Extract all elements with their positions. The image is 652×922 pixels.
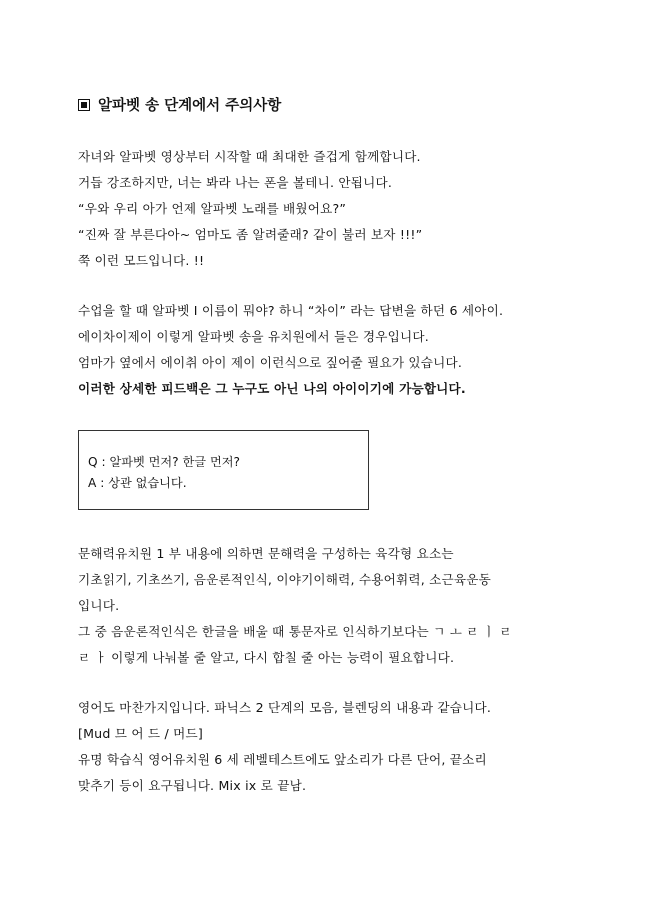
paragraph-line: 기초읽기, 기초쓰기, 음운론적인식, 이야기이해력, 수용어휘력, 소근육운동 bbox=[78, 572, 491, 587]
section-heading bbox=[78, 94, 281, 115]
paragraph-line: 문해력유치원 1 부 내용에 의하면 문해력을 구성하는 육각형 요소는 bbox=[78, 546, 454, 561]
paragraph-line: 에이차이제이 이렇게 알파벳 송을 유치원에서 들은 경우입니다. bbox=[78, 329, 429, 344]
paragraph-line: “우와 우리 아가 언제 알파벳 노래를 배웠어요?” bbox=[78, 201, 347, 216]
paragraph-line: 거듭 강조하지만, 너는 봐라 나는 폰을 볼테니. 안됩니다. bbox=[78, 175, 393, 190]
qa-answer: A : 상관 없습니다. bbox=[88, 476, 187, 490]
paragraph-line: [Mud 므 어 드 / 머드] bbox=[78, 726, 203, 741]
paragraph-line: 유명 학습식 영어유치원 6 세 레벨테스트에도 앞소리가 다른 단어, 끝소리 bbox=[78, 752, 487, 767]
paragraph-line: 수업을 할 때 알파벳 I 이름이 뭐야? 하니 “차이” 라는 답변을 하던 6 세아이. bbox=[78, 303, 504, 318]
paragraph-line: 영어도 마찬가지입니다. 파닉스 2 단계의 모음, 블렌딩의 내용과 같습니다. bbox=[78, 700, 492, 715]
paragraph-line: “진짜 잘 부른다아~ 엄마도 좀 알려줄래? 같이 불러 보자 !!!” bbox=[78, 227, 423, 242]
qa-question: Q : 알파벳 먼저? 한글 먼저? bbox=[88, 455, 240, 469]
paragraph-line: 엄마가 옆에서 에이취 아이 제이 이런식으로 짚어줄 필요가 있습니다. bbox=[78, 355, 463, 370]
qa-box bbox=[78, 430, 369, 510]
square-bullet-icon bbox=[78, 99, 90, 111]
paragraph-line: 입니다. bbox=[78, 598, 120, 613]
paragraph-line: 맞추기 등이 요구됩니다. Mix ix 로 끝남. bbox=[78, 778, 307, 793]
paragraph-line: ㄹ ㅏ 이렇게 나눠볼 줄 알고, 다시 합칠 줄 아는 능력이 필요합니다. bbox=[78, 650, 455, 665]
section-heading-text: 알파벳 송 단계에서 주의사항 bbox=[98, 98, 282, 114]
paragraph-line: 쭉 이런 모드입니다. !! bbox=[78, 253, 205, 268]
paragraph-line: 그 중 음운론적인식은 한글을 배울 때 통문자로 인식하기보다는 ㄱ ㅗ ㄹ ㅣ ㄹ bbox=[78, 624, 512, 639]
emphasis-line: 이러한 상세한 피드백은 그 누구도 아닌 나의 아이이기에 가능합니다. bbox=[78, 381, 466, 396]
paragraph-line: 자녀와 알파벳 영상부터 시작할 때 최대한 즐겁게 함께합니다. bbox=[78, 149, 421, 164]
